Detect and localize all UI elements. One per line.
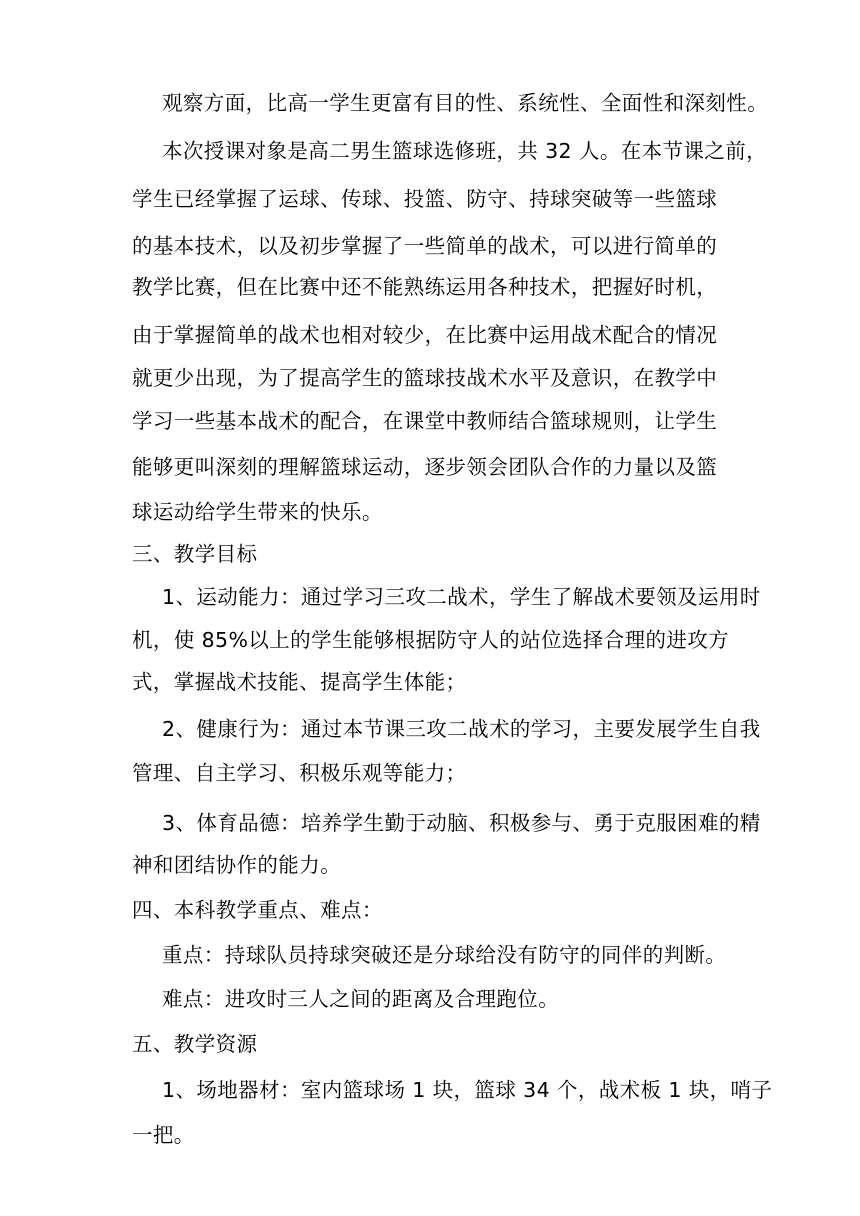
paragraph-line: 本次授课对象是高二男生篮球选修班，共 32 人。在本节课之前， xyxy=(162,139,768,163)
objective-line: 式，掌握战术技能、提高学生体能； xyxy=(132,670,467,694)
section-heading-resources: 五、教学资源 xyxy=(132,1032,258,1056)
objective-line: 1、运动能力：通过学习三攻二战术，学生了解战术要领及运用时 xyxy=(162,585,761,609)
key-point-line: 重点：持球队员持球突破还是分球给没有防守的同伴的判断。 xyxy=(162,943,727,967)
paragraph-line: 的基本技术，以及初步掌握了一些简单的战术，可以进行简单的 xyxy=(132,234,718,258)
paragraph-line: 学习一些基本战术的配合，在课堂中教师结合篮球规则，让学生 xyxy=(132,409,718,433)
section-heading-key-points: 四、本科教学重点、难点： xyxy=(132,898,383,922)
paragraph-line: 能够更叫深刻的理解篮球运动，逐步领会团队合作的力量以及篮 xyxy=(132,455,718,479)
objective-line: 2、健康行为：通过本节课三攻二战术的学习，主要发展学生自我 xyxy=(162,717,761,741)
objective-line: 神和团结协作的能力。 xyxy=(132,853,341,877)
difficulty-line: 难点：进攻时三人之间的距离及合理跑位。 xyxy=(162,987,560,1011)
objective-line: 管理、自主学习、积极乐观等能力； xyxy=(132,761,467,785)
objective-line: 3、体育品德：培养学生勤于动脑、积极参与、勇于克服困难的精 xyxy=(162,811,761,835)
objective-line: 机，使 85%以上的学生能够根据防守人的站位选择合理的进攻方 xyxy=(132,628,730,652)
paragraph-line: 学生已经掌握了运球、传球、投篮、防守、持球突破等一些篮球 xyxy=(132,187,718,211)
resource-line: 一把。 xyxy=(132,1123,195,1147)
paragraph-line: 教学比赛，但在比赛中还不能熟练运用各种技术，把握好时机， xyxy=(132,275,718,299)
paragraph-line: 球运动给学生带来的快乐。 xyxy=(132,500,383,524)
resource-line: 1、场地器材：室内篮球场 1 块，篮球 34 个，战术板 1 块，哨子 xyxy=(162,1078,773,1102)
paragraph-line: 观察方面，比高一学生更富有目的性、系统性、全面性和深刻性。 xyxy=(162,91,769,115)
paragraph-line: 就更少出现，为了提高学生的篮球技战术水平及意识，在教学中 xyxy=(132,366,718,390)
paragraph-line: 由于掌握简单的战术也相对较少，在比赛中运用战术配合的情况 xyxy=(132,323,718,347)
section-heading-objectives: 三、教学目标 xyxy=(132,542,258,566)
